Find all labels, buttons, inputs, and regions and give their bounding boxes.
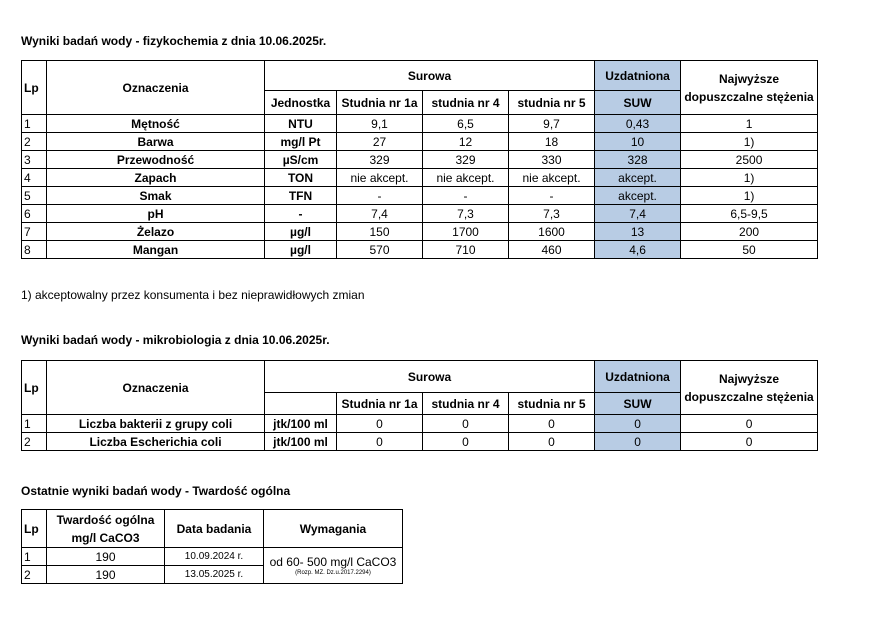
row-s4: 7,3 <box>423 205 509 223</box>
row-unit: jtk/100 ml <box>265 415 337 433</box>
row-s5: 1600 <box>509 223 595 241</box>
row-s4: 0 <box>423 433 509 451</box>
row-name: pH <box>47 205 265 223</box>
row-name: Barwa <box>47 133 265 151</box>
row-max: 2500 <box>681 151 818 169</box>
header-blank <box>265 393 337 415</box>
row-s5: 0 <box>509 433 595 451</box>
row-max: 0 <box>681 415 818 433</box>
header-suw: SUW <box>595 393 681 415</box>
row-value: 190 <box>47 548 165 566</box>
header-lp: Lp <box>22 61 47 115</box>
row-max: 200 <box>681 223 818 241</box>
row-suw: akcept. <box>595 187 681 205</box>
header-studnia-5: studnia nr 5 <box>509 393 595 415</box>
row-suw: akcept. <box>595 169 681 187</box>
row-s1: 27 <box>337 133 423 151</box>
row-s4: 6,5 <box>423 115 509 133</box>
row-unit: TFN <box>265 187 337 205</box>
row-suw: 328 <box>595 151 681 169</box>
table-row <box>22 187 818 205</box>
row-s5: 7,3 <box>509 205 595 223</box>
row-name: Mętność <box>47 115 265 133</box>
row-lp: 3 <box>22 151 47 169</box>
row-max: 1 <box>681 115 818 133</box>
header-data: Data badania <box>165 510 264 548</box>
row-s4: nie akcept. <box>423 169 509 187</box>
row-s4: 1700 <box>423 223 509 241</box>
row-lp: 1 <box>22 415 47 433</box>
table-row <box>22 133 818 151</box>
header-uzdatniona: Uzdatniona <box>595 61 681 91</box>
header-jednostka: Jednostka <box>265 91 337 115</box>
row-suw: 7,4 <box>595 205 681 223</box>
row-max: 6,5-9,5 <box>681 205 818 223</box>
row-suw: 0 <box>595 415 681 433</box>
row-unit: jtk/100 ml <box>265 433 337 451</box>
table-row <box>22 415 818 433</box>
requirements-text: od 60- 500 mg/l CaCO3 <box>269 554 397 569</box>
row-name: Smak <box>47 187 265 205</box>
row-lp: 1 <box>22 548 47 566</box>
row-s1: 0 <box>337 433 423 451</box>
header-najwyzsze: Najwyższe dopuszczalne stężenia <box>681 61 818 115</box>
table-row <box>22 241 818 259</box>
table-row <box>22 223 818 241</box>
row-max: 0 <box>681 433 818 451</box>
row-max: 1) <box>681 133 818 151</box>
row-lp: 6 <box>22 205 47 223</box>
row-s1: 9,1 <box>337 115 423 133</box>
header-studnia-4: studnia nr 4 <box>423 91 509 115</box>
row-unit: - <box>265 205 337 223</box>
header-surowa: Surowa <box>265 61 595 91</box>
row-s5: 0 <box>509 415 595 433</box>
row-suw: 13 <box>595 223 681 241</box>
row-lp: 8 <box>22 241 47 259</box>
row-s5: 9,7 <box>509 115 595 133</box>
requirements-note: (Rozp. MZ. Dz.u.2017.2294) <box>295 569 371 576</box>
row-unit: µS/cm <box>265 151 337 169</box>
microbiology-title: Wyniki badań wody - mikrobiologia z dnia 10.06.2025r. <box>21 333 330 347</box>
row-s4: 0 <box>423 415 509 433</box>
row-name: Przewodność <box>47 151 265 169</box>
row-lp: 1 <box>22 115 47 133</box>
row-unit: TON <box>265 169 337 187</box>
row-s4: - <box>423 187 509 205</box>
row-s1: nie akcept. <box>337 169 423 187</box>
row-name: Żelazo <box>47 223 265 241</box>
row-lp: 2 <box>22 566 47 584</box>
row-name: Mangan <box>47 241 265 259</box>
header-studnia-1a: Studnia nr 1a <box>337 393 423 415</box>
header-studnia-4: studnia nr 4 <box>423 393 509 415</box>
header-suw: SUW <box>595 91 681 115</box>
row-suw: 0,43 <box>595 115 681 133</box>
footnote: 1) akceptowalny przez konsumenta i bez nieprawidłowych zmian <box>21 288 365 302</box>
header-twardosc: Twardość ogólna mg/l CaCO3 <box>47 510 165 548</box>
row-unit: mg/l Pt <box>265 133 337 151</box>
row-s5: 330 <box>509 151 595 169</box>
row-s5: 460 <box>509 241 595 259</box>
row-unit: µg/l <box>265 223 337 241</box>
physchem-table <box>21 60 818 259</box>
table-row <box>22 433 818 451</box>
row-s5: 18 <box>509 133 595 151</box>
row-lp: 7 <box>22 223 47 241</box>
row-lp: 2 <box>22 433 47 451</box>
hardness-table <box>21 509 403 584</box>
row-value: 190 <box>47 566 165 584</box>
row-s4: 329 <box>423 151 509 169</box>
microbiology-table <box>21 360 818 451</box>
header-wymagania: Wymagania <box>264 510 403 548</box>
row-max: 1) <box>681 169 818 187</box>
row-s4: 710 <box>423 241 509 259</box>
row-s1: 7,4 <box>337 205 423 223</box>
row-s5: - <box>509 187 595 205</box>
table-row <box>22 151 818 169</box>
row-max: 50 <box>681 241 818 259</box>
requirements-cell <box>264 548 403 584</box>
row-unit: NTU <box>265 115 337 133</box>
physchem-title: Wyniki badań wody - fizykochemia z dnia 10.06.2025r. <box>21 34 327 48</box>
row-suw: 0 <box>595 433 681 451</box>
row-name: Zapach <box>47 169 265 187</box>
header-uzdatniona: Uzdatniona <box>595 361 681 393</box>
table-row <box>22 169 818 187</box>
row-name: Liczba Escherichia coli <box>47 433 265 451</box>
header-surowa: Surowa <box>265 361 595 393</box>
row-lp: 5 <box>22 187 47 205</box>
table-row <box>22 205 818 223</box>
header-lp: Lp <box>22 361 47 415</box>
row-s5: nie akcept. <box>509 169 595 187</box>
row-unit: µg/l <box>265 241 337 259</box>
header-studnia-1a: Studnia nr 1a <box>337 91 423 115</box>
header-lp: Lp <box>22 510 47 548</box>
row-lp: 2 <box>22 133 47 151</box>
row-suw: 4,6 <box>595 241 681 259</box>
header-studnia-5: studnia nr 5 <box>509 91 595 115</box>
row-lp: 4 <box>22 169 47 187</box>
header-oznaczenia: Oznaczenia <box>47 61 265 115</box>
row-s1: 0 <box>337 415 423 433</box>
row-s1: 150 <box>337 223 423 241</box>
hardness-title: Ostatnie wyniki badań wody - Twardość ogólna <box>21 484 291 498</box>
header-najwyzsze: Najwyższe dopuszczalne stężenia <box>681 361 818 415</box>
header-oznaczenia: Oznaczenia <box>47 361 265 415</box>
row-suw: 10 <box>595 133 681 151</box>
row-date: 13.05.2025 r. <box>165 566 264 584</box>
row-max: 1) <box>681 187 818 205</box>
row-s4: 12 <box>423 133 509 151</box>
table-row <box>22 115 818 133</box>
row-date: 10.09.2024 r. <box>165 548 264 566</box>
table-row <box>22 548 403 566</box>
row-s1: - <box>337 187 423 205</box>
row-s1: 570 <box>337 241 423 259</box>
row-name: Liczba bakterii z grupy coli <box>47 415 265 433</box>
row-s1: 329 <box>337 151 423 169</box>
